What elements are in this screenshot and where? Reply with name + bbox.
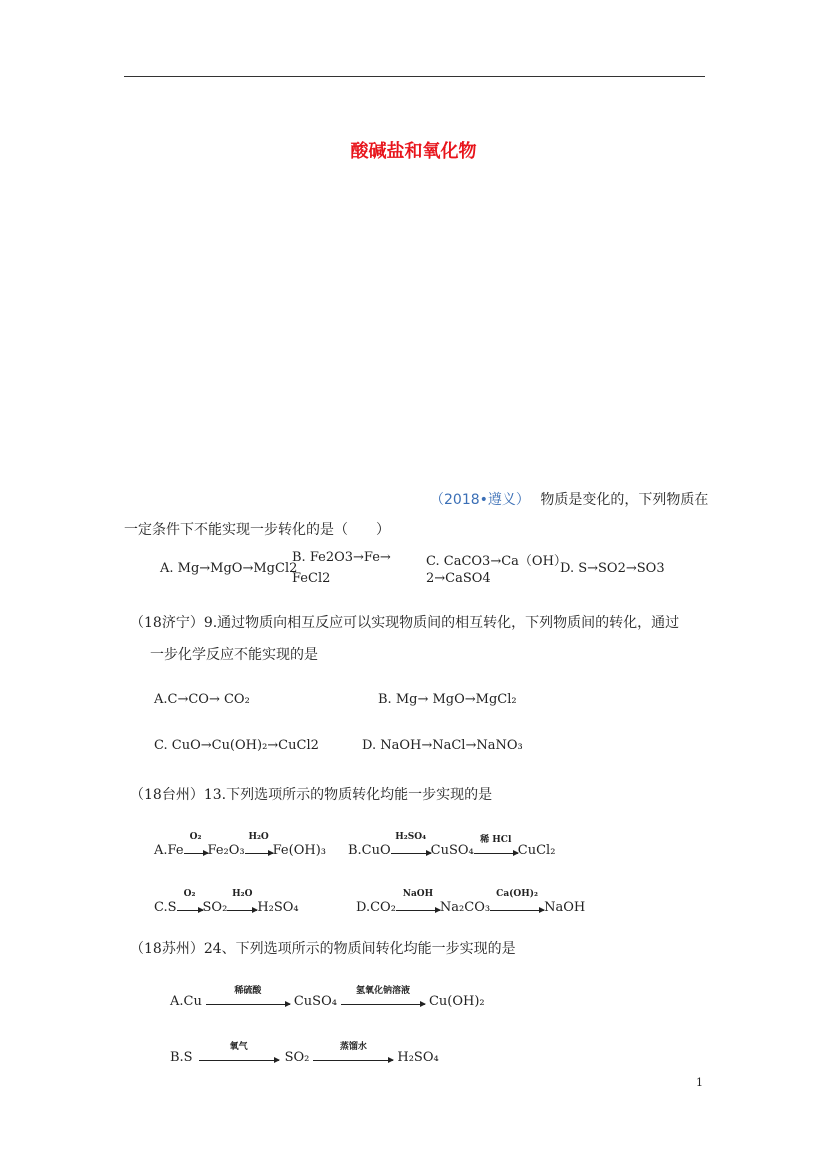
- q3-option-a: [154, 832, 326, 858]
- q3-a-start: A.Fe: [154, 843, 184, 858]
- page-number: 1: [696, 1076, 703, 1089]
- q3-a-reagent-1: O₂: [189, 832, 202, 842]
- q3-d-start: D.CO₂: [356, 900, 396, 915]
- q1-option-a: A. Mg→MgO→MgCl2: [160, 561, 298, 576]
- q3-a-mid: Fe₂O₃: [207, 843, 245, 858]
- q4-a-end: Cu(OH)₂: [428, 994, 485, 1009]
- q1-option-d: D. S→SO2→SO3: [560, 561, 665, 576]
- arrow-icon: [341, 1004, 425, 1005]
- q3-a-end: Fe(OH)₃: [272, 843, 326, 858]
- q2-option-b: B. Mg→ MgO→MgCl₂: [378, 692, 517, 707]
- q3-d-reagent-2: Ca(OH)₂: [496, 889, 538, 899]
- arrow-icon: [245, 853, 273, 854]
- q4-b-start: B.S: [170, 1050, 193, 1065]
- q1-option-b-1: B. Fe2O3→Fe→: [292, 550, 391, 565]
- q4-b-end: H₂SO₄: [397, 1050, 439, 1065]
- q4-a-reagent-2: 氢氧化钠溶液: [355, 986, 410, 996]
- arrow-icon: [206, 1004, 290, 1005]
- q3-d-reagent-1: NaOH: [402, 889, 434, 899]
- q4-b-reagent-1: 氧气: [229, 1042, 248, 1052]
- q3-option-d: [356, 889, 586, 915]
- page-title: 酸碱盐和氧化物: [350, 141, 477, 162]
- q4-stem: （18苏州）24、下列选项所示的物质间转化均能一步实现的是: [130, 941, 516, 957]
- q3-b-start: B.CuO: [348, 843, 391, 858]
- header-rule: [124, 76, 705, 77]
- q1-line1: [430, 489, 708, 509]
- q1-source: （2018•遵义）: [430, 492, 530, 508]
- q2-stem-2: 一步化学反应不能实现的是: [150, 647, 318, 663]
- q3-b-end: CuCl₂: [517, 843, 556, 858]
- q1-option-c-2: 2→CaSO4: [426, 571, 491, 586]
- q4-option-b: [170, 1042, 439, 1065]
- q3-d-mid: Na₂CO₃: [439, 900, 491, 915]
- q3-b-mid: CuSO₄: [430, 843, 474, 858]
- arrow-icon: [227, 910, 257, 911]
- q1-option-b-2: FeCl2: [292, 571, 331, 586]
- q4-a-start: A.Cu: [170, 994, 202, 1009]
- q2-option-d: D. NaOH→NaCl→NaNO₃: [362, 738, 523, 753]
- q3-c-reagent-2: H₂O: [232, 889, 253, 899]
- arrow-icon: [391, 853, 431, 854]
- q1-option-c-1: C. CaCO3→Ca（OH）: [426, 554, 567, 569]
- arrow-icon: [199, 1060, 279, 1061]
- q3-stem: （18台州）13.下列选项所示的物质转化均能一步实现的是: [130, 787, 493, 803]
- arrow-icon: [184, 853, 208, 854]
- arrow-icon: [474, 853, 518, 854]
- q4-a-reagent-1: 稀硫酸: [234, 986, 262, 996]
- q2-option-c: C. CuO→Cu(OH)₂→CuCl2: [154, 738, 319, 753]
- q1-stem-2: 一定条件下不能实现一步转化的是（ ）: [124, 522, 390, 538]
- q3-b-reagent-2: 稀 HCl: [480, 835, 512, 845]
- q3-d-end: NaOH: [544, 900, 586, 915]
- q3-c-start: C.S: [154, 900, 177, 915]
- arrow-icon: [490, 910, 544, 911]
- arrow-icon: [177, 910, 203, 911]
- q4-b-mid: SO₂: [284, 1050, 310, 1065]
- q2-option-a: A.C→CO→ CO₂: [154, 692, 250, 707]
- q2-stem-1: （18济宁）9.通过物质向相互反应可以实现物质间的相互转化，下列物质间的转化，通过: [130, 615, 680, 631]
- q4-option-a: [170, 986, 485, 1009]
- q3-c-end: H₂SO₄: [257, 900, 299, 915]
- q3-option-b: [348, 832, 556, 858]
- arrow-icon: [313, 1060, 393, 1061]
- q1-stem-1: 物质是变化的，下列物质在: [540, 492, 709, 508]
- q3-a-reagent-2: H₂O: [248, 832, 269, 842]
- q3-option-c: [154, 889, 299, 915]
- q3-b-reagent-1: H₂SO₄: [395, 832, 427, 842]
- q3-c-reagent-1: O₂: [183, 889, 196, 899]
- q4-a-mid: CuSO₄: [293, 994, 337, 1009]
- q3-c-mid: SO₂: [202, 900, 228, 915]
- arrow-icon: [396, 910, 440, 911]
- q4-b-reagent-2: 蒸馏水: [339, 1042, 367, 1052]
